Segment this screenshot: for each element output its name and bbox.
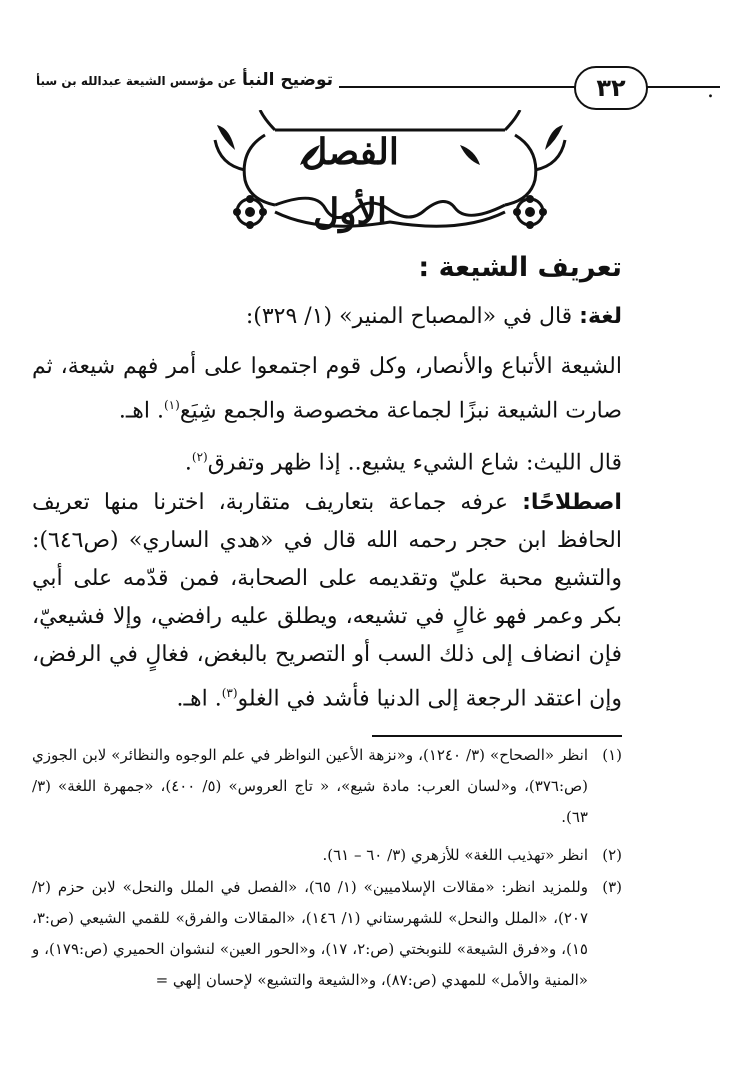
technical-text: عرفه جماعة بتعاريف متقاربة، اخترنا منها تعريف الحافظ ابن حجر رحمه الله قال في «هدي الساري» (ص٦٤٦): والتشيع محبة عليّ وتقديمه على الصحابة، فمن قدّمه على أبي بكر وعمر فهو غالٍ في تشيعه، ويطلق عليه رافضي، وإلا فشيعيّ، فإن انضاف إلى ذلك السب أو التصريح بالبغض، فغالٍ في الرفض، وإن اعتقد الرجعة إلى الدنيا فأشد في الغلو [32,490,622,712]
laith-end: . [184,450,192,476]
footnote-ref-1: (١) [163,398,180,412]
footnote-ref-2: (٢) [191,450,208,464]
page-header [30,64,720,112]
laith-paragraph [32,438,622,482]
footnote-number: (٢) [602,846,622,864]
footnote-ref-3: (٣) [221,686,238,700]
chapter-title: الفصل الأول [301,131,399,233]
footnote-number: (١) [602,746,622,764]
linguistic-line [32,298,622,336]
linguistic-label: لغة: [579,304,622,329]
definition-text: الشيعة الأتباع والأنصار، وكل قوم اجتمعوا على أمر فهم شيعة، ثم صارت الشيعة نبزًا لجماعة مخصوصة والجمع شِيَع [32,354,622,424]
footnote-number: (٣) [602,878,622,896]
technical-label: اصطلاحًا: [522,490,622,515]
footnote-text: وللمزيد انظر: «مقالات الإسلاميين» (١/ ٦٥)، «الفصل في الملل والنحل» لابن حزم (٢/ ٢٠٧)، «الملل والنحل» للشهرستاني (١/ ١٤٦)، «المقالات والفرق» للقمي الشيعي (ص:٣، ١٥)، و«فرق الشيعة» للنوبختي (ص:٢، ١٧)، و«الحور العين» لنشوان الحميري (ص:١٧٩)، و «المنية والأمل» للمهدي (ص:٨٧)، و«الشيعة والتشيع» لإحسان إلهي = [32,878,588,989]
footnote-text: انظر «تهذيب اللغة» للأزهري (٣/ ٦٠ – ٦١). [322,846,588,864]
section-heading: تعريف الشيعة : [418,252,622,283]
footnote-3 [32,872,622,996]
technical-paragraph [32,484,622,718]
running-title [30,70,339,90]
footnote-separator [372,735,622,737]
laith-text: قال الليث: شاع الشيء يشيع.. إذا ظهر وتفرق [207,450,622,476]
technical-end: . اهـ. [176,686,222,712]
definition-end: . اهـ. [118,398,164,424]
running-title-sub: عن مؤسس الشيعة عبدالله بن سبأ [36,74,237,88]
definition-paragraph [32,348,622,430]
linguistic-source: قال في «المصباح المنير» (١/ ٣٢٩): [245,304,573,329]
page-number: ٣٢ [574,66,648,110]
footnote-1 [32,740,622,833]
running-title-main: توضيح النبأ [241,70,334,90]
footnote-2 [32,840,622,871]
header-dot: . [707,78,714,103]
footnote-text: انظر «الصحاح» (٣/ ١٢٤٠)، و«نزهة الأعين النواظر في علم الوجوه والنظائر» لابن الجوزي (ص:٣٧٦)، و«لسان العرب: مادة شيع»، « تاج العروس» (٥/ ٤٠٠)، «جمهرة اللغة» (٣/ ٦٣). [32,746,588,826]
